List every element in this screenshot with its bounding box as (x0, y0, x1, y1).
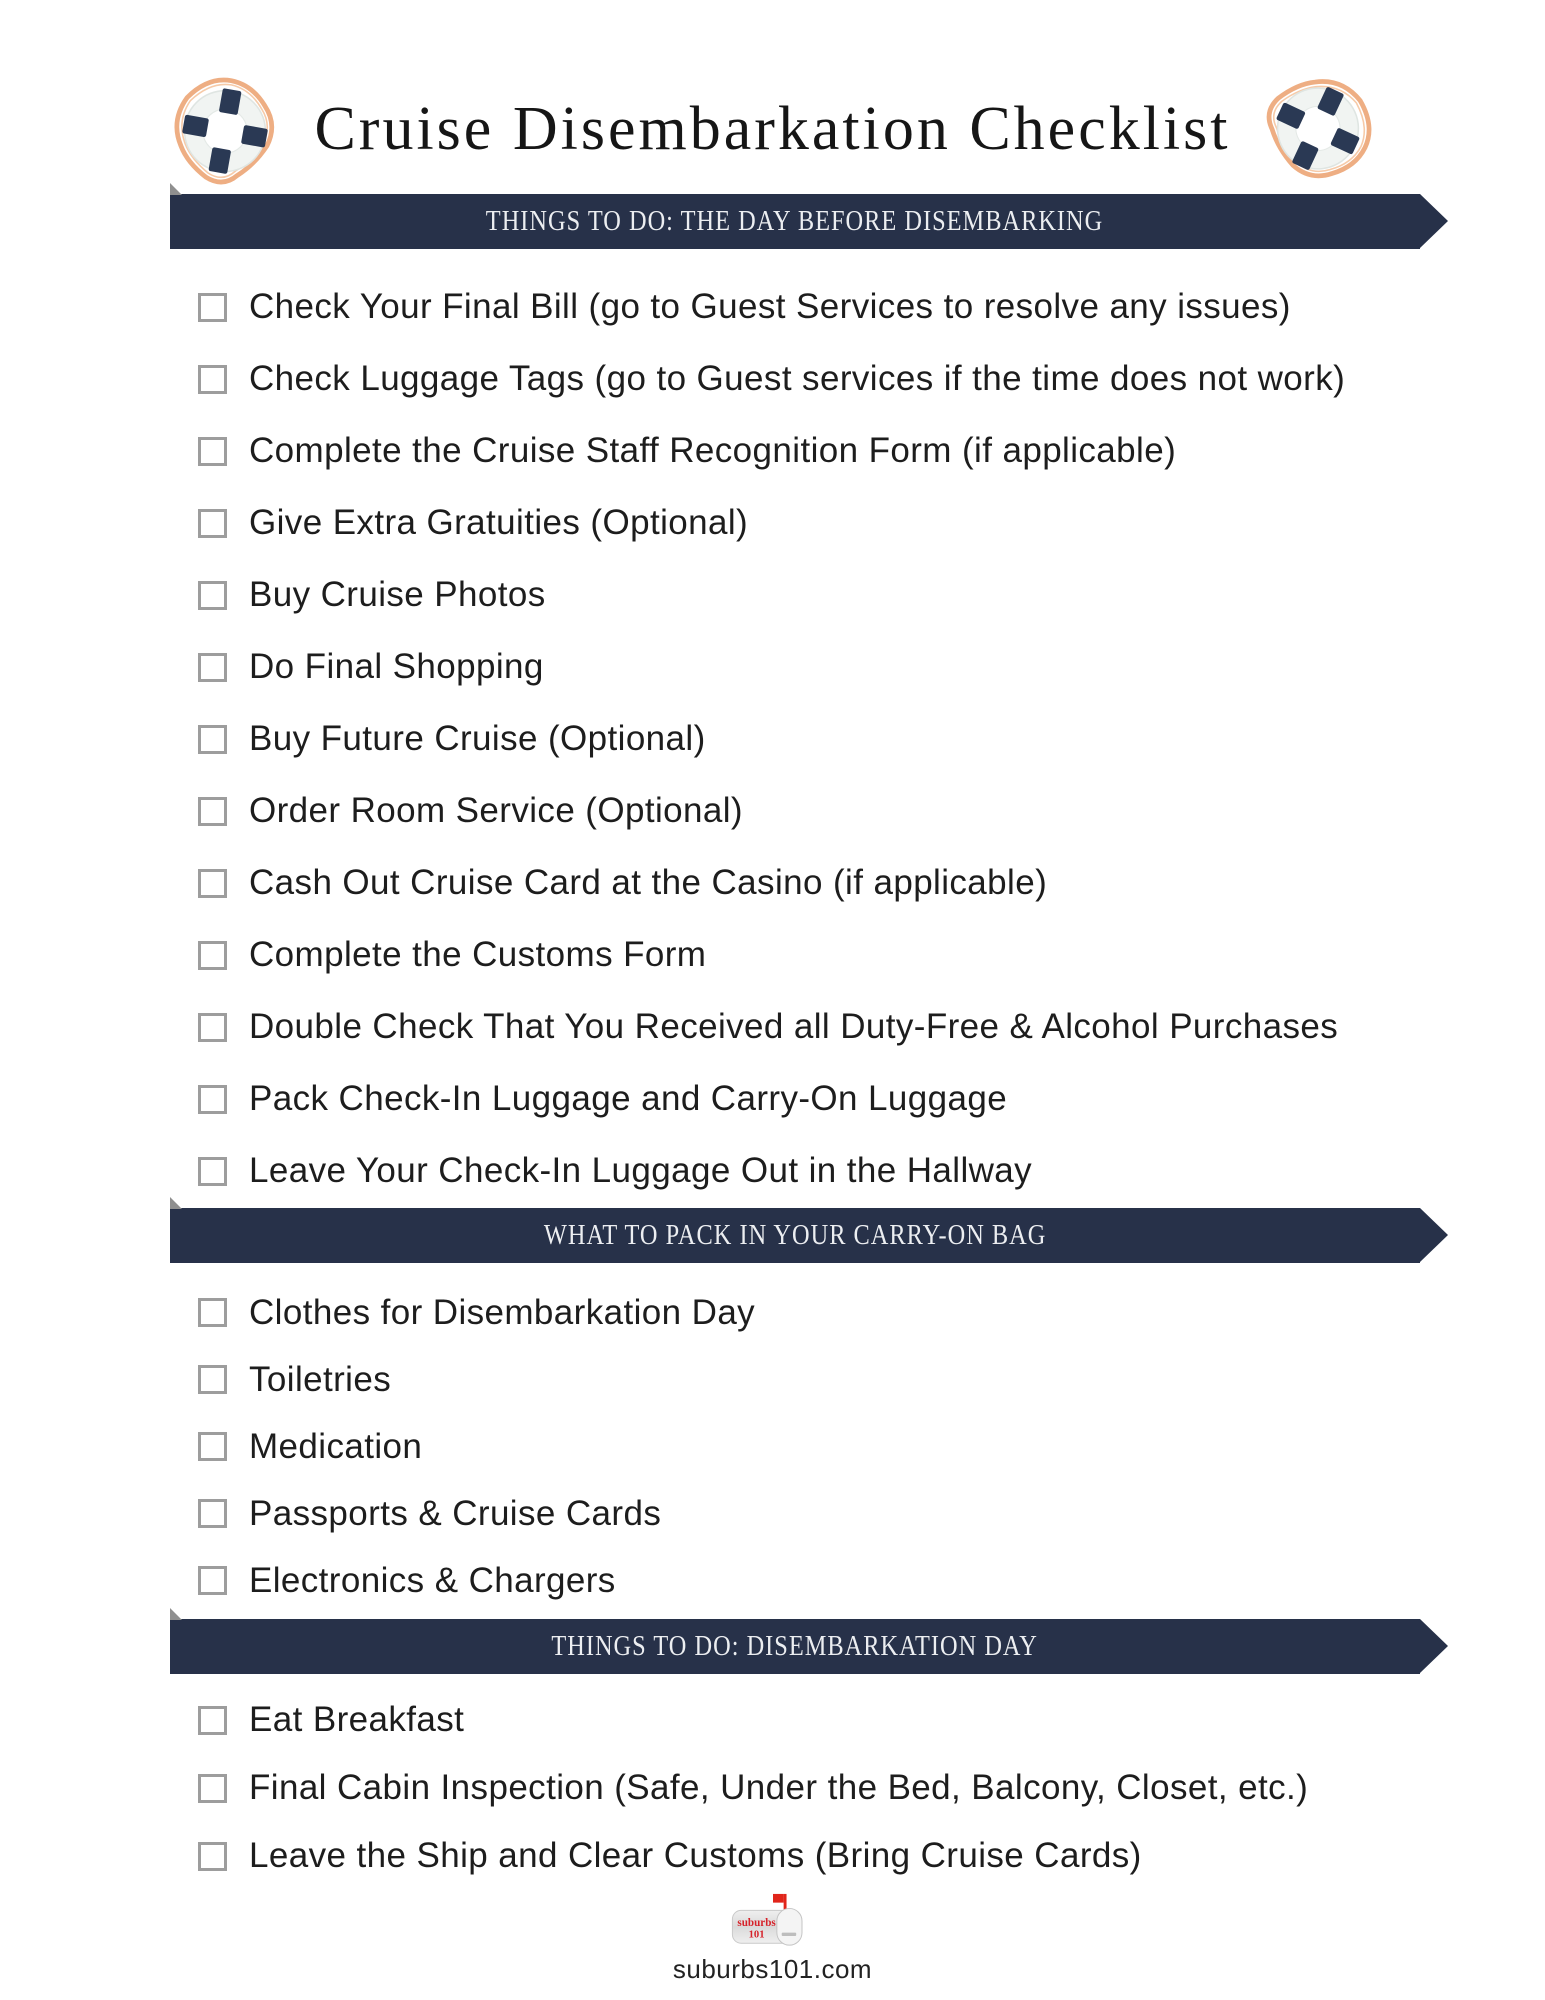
checklist-section (0, 1619, 1545, 1890)
header (0, 0, 1545, 194)
checklist-item (198, 415, 1545, 487)
checklist-item (198, 1686, 1545, 1754)
item-checkbox[interactable] (198, 1842, 227, 1871)
item-checkbox[interactable] (198, 797, 227, 826)
item-checkbox[interactable] (198, 1157, 227, 1186)
item-label: Give Extra Gratuities (Optional) (249, 503, 749, 542)
item-label: Buy Cruise Photos (249, 575, 546, 614)
checklist-item (198, 271, 1545, 343)
item-checkbox[interactable] (198, 1013, 227, 1042)
checklist-item (198, 847, 1545, 919)
item-checkbox[interactable] (198, 509, 227, 538)
checklist-item (198, 991, 1545, 1063)
section-banner-title: THINGS TO DO: THE DAY BEFORE DISEMBARKING (486, 205, 1104, 237)
checklist-item (198, 343, 1545, 415)
item-checkbox[interactable] (198, 1432, 227, 1461)
section-banner-title: THINGS TO DO: DISEMBARKATION DAY (551, 1630, 1039, 1662)
item-label: Cash Out Cruise Card at the Casino (if applicable) (249, 863, 1048, 902)
item-label: Double Check That You Received all Duty-Free & Alcohol Purchases (249, 1007, 1339, 1046)
item-checkbox[interactable] (198, 1706, 227, 1735)
logo-text-line1: suburbs (736, 1916, 776, 1929)
item-checkbox[interactable] (198, 653, 227, 682)
item-checkbox[interactable] (198, 1365, 227, 1394)
item-checkbox[interactable] (198, 869, 227, 898)
life-ring-icon (162, 66, 288, 192)
checklist-items (198, 1686, 1545, 1890)
checklist-section (0, 194, 1545, 1207)
mailbox-flag (773, 1894, 784, 1903)
footer-site-link[interactable]: suburbs101.com (672, 1954, 873, 1984)
checklist-item (198, 1063, 1545, 1135)
checklist-item (198, 1413, 1545, 1480)
item-checkbox[interactable] (198, 293, 227, 322)
item-label: Complete the Cruise Staff Recognition Form (if applicable) (249, 431, 1177, 470)
item-label: Final Cabin Inspection (Safe, Under the Bed, Balcony, Closet, etc.) (249, 1768, 1309, 1807)
item-label: Passports & Cruise Cards (249, 1493, 662, 1533)
section-banner (170, 194, 1420, 249)
item-checkbox[interactable] (198, 365, 227, 394)
section-banner (170, 1619, 1420, 1674)
footer (0, 1892, 1545, 1985)
mailbox-icon (727, 1892, 819, 1950)
checklist-item (198, 919, 1545, 991)
section-banner-title: WHAT TO PACK IN YOUR CARRY-ON BAG (543, 1219, 1047, 1251)
item-checkbox[interactable] (198, 1774, 227, 1803)
checklist-item (198, 775, 1545, 847)
item-label: Check Luggage Tags (go to Guest services if the time does not work) (249, 359, 1346, 398)
checklist-item (198, 1547, 1545, 1614)
item-checkbox[interactable] (198, 725, 227, 754)
checklist-items (198, 271, 1545, 1207)
checklist-item (198, 631, 1545, 703)
item-label: Medication (249, 1426, 423, 1466)
item-label: Do Final Shopping (249, 647, 544, 686)
checklist-item (198, 1754, 1545, 1822)
life-ring-icon (1257, 66, 1383, 192)
item-checkbox[interactable] (198, 437, 227, 466)
checklist-item (198, 487, 1545, 559)
checklist (0, 194, 1545, 1890)
checklist-section (0, 1208, 1545, 1614)
page-title: Cruise Disembarkation Checklist (314, 94, 1231, 163)
item-checkbox[interactable] (198, 1298, 227, 1327)
item-label: Pack Check-In Luggage and Carry-On Luggage (249, 1079, 1008, 1118)
item-checkbox[interactable] (198, 941, 227, 970)
logo-text-line2: 101 (748, 1929, 765, 1941)
item-label: Eat Breakfast (249, 1700, 465, 1739)
checklist-item (198, 1822, 1545, 1890)
item-label: Check Your Final Bill (go to Guest Services to resolve any issues) (249, 287, 1291, 326)
item-label: Leave Your Check-In Luggage Out in the Hallway (249, 1151, 1033, 1190)
item-checkbox[interactable] (198, 1085, 227, 1114)
item-checkbox[interactable] (198, 1566, 227, 1595)
item-label: Clothes for Disembarkation Day (249, 1292, 756, 1332)
checklist-item (198, 1346, 1545, 1413)
checklist-item (198, 559, 1545, 631)
checklist-item (198, 1480, 1545, 1547)
item-checkbox[interactable] (198, 1499, 227, 1528)
item-label: Electronics & Chargers (249, 1560, 616, 1600)
checklist-item (198, 1279, 1545, 1346)
item-label: Order Room Service (Optional) (249, 791, 743, 830)
item-label: Buy Future Cruise (Optional) (249, 719, 706, 758)
checklist-item (198, 703, 1545, 775)
item-label: Leave the Ship and Clear Customs (Bring Cruise Cards) (249, 1836, 1142, 1875)
checklist-item (198, 1135, 1545, 1207)
item-checkbox[interactable] (198, 581, 227, 610)
section-banner (170, 1208, 1420, 1263)
checklist-items (198, 1279, 1545, 1614)
item-label: Complete the Customs Form (249, 935, 707, 974)
item-label: Toiletries (249, 1359, 392, 1399)
